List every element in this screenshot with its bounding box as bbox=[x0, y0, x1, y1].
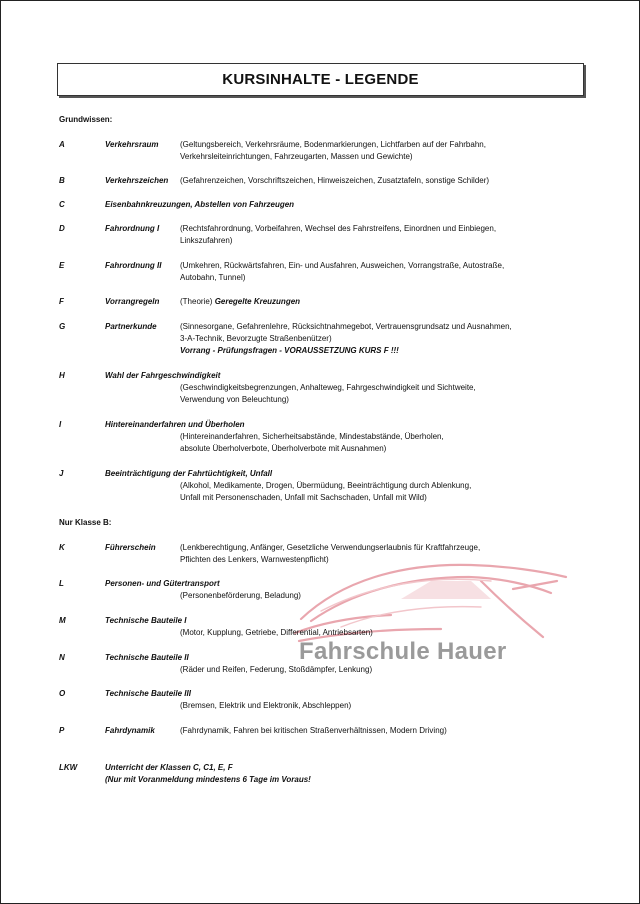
section-heading-class-b: Nur Klasse B: bbox=[59, 518, 112, 527]
item-letter: J bbox=[59, 469, 64, 478]
item-note: Vorrang - Prüfungsfragen - VORAUSSETZUNG KURS F !!! bbox=[180, 346, 399, 355]
item-letter: O bbox=[59, 689, 66, 698]
item-description: (Umkehren, Rückwärtsfahren, Ein- und Ausfahren, Ausweichen, Vorrangstraße, Autostraße, Autobahn, Tunnel) bbox=[180, 261, 505, 282]
item-description: (Theorie) Geregelte Kreuzungen bbox=[180, 297, 301, 306]
item-description: (Fahrdynamik, Fahren bei kritischen Straßenverhältnissen, Modern Driving) bbox=[180, 726, 447, 735]
item-title: Verkehrsraum bbox=[105, 140, 159, 149]
section-heading-basic: Grundwissen: bbox=[59, 115, 113, 124]
item-description: (Geltungsbereich, Verkehrsräume, Bodenmarkierungen, Lichtfarben auf der Fahrbahn, Verkehrsleiteinrichtungen, Fahrzeugarten, Massen und Gewichte) bbox=[180, 140, 486, 161]
item-title: Unterricht der Klassen C, C1, E, F bbox=[105, 763, 233, 772]
item-title: Verkehrszeichen bbox=[105, 176, 169, 185]
item-letter: G bbox=[59, 322, 66, 331]
item-letter: H bbox=[59, 371, 65, 380]
item-letter: A bbox=[59, 140, 65, 149]
item-letter: C bbox=[59, 200, 65, 209]
item-description: (Personenbeförderung, Beladung) bbox=[180, 591, 301, 600]
item-letter: I bbox=[59, 420, 62, 429]
item-description: (Hintereinanderfahren, Sicherheitsabstände, Mindestabstände, Überholen, absolute Überholverbote, Überholverbote mit Ausnahmen) bbox=[180, 432, 444, 453]
item-title: Beeinträchtigung der Fahrtüchtigkeit, Unfall bbox=[105, 469, 273, 478]
item-title: Fahrordnung II bbox=[105, 261, 162, 270]
item-letter: N bbox=[59, 653, 65, 662]
item-title: Fahrdynamik bbox=[105, 726, 155, 735]
item-letter: B bbox=[59, 176, 65, 185]
item-description: (Alkohol, Medikamente, Drogen, Übermüdung, Beeinträchtigung durch Ablenkung, Unfall mit Personenschaden, Unfall mit Sachschaden, Unfall mit Wild) bbox=[180, 481, 472, 502]
item-letter: F bbox=[59, 297, 64, 306]
item-title: Personen- und Gütertransport bbox=[105, 579, 220, 588]
item-letter: M bbox=[59, 616, 66, 625]
item-letter: E bbox=[59, 261, 65, 270]
item-letter: LKW bbox=[59, 763, 78, 772]
item-title: Wahl der Fahrgeschwindigkeit bbox=[105, 371, 221, 380]
item-letter: P bbox=[59, 726, 65, 735]
item-title: Fahrordnung I bbox=[105, 224, 160, 233]
item-title: Eisenbahnkreuzungen, Abstellen von Fahrzeugen bbox=[105, 200, 295, 209]
page-title: KURSINHALTE - LEGENDE bbox=[57, 63, 584, 96]
item-description: (Geschwindigkeitsbegrenzungen, Anhalteweg, Fahrgeschwindigkeit und Sichtweite, Verwendung von Beleuchtung) bbox=[180, 383, 476, 404]
item-letter: L bbox=[59, 579, 64, 588]
watermark-text: Fahrschule Hauer bbox=[299, 638, 507, 665]
item-description: (Räder und Reifen, Federung, Stoßdämpfer, Lenkung) bbox=[180, 665, 373, 674]
item-title: Führerschein bbox=[105, 543, 156, 552]
item-title: Technische Bauteile I bbox=[105, 616, 187, 625]
item-description: (Bremsen, Elektrik und Elektronik, Abschleppen) bbox=[180, 701, 352, 710]
item-letter: D bbox=[59, 224, 65, 233]
item-title: Technische Bauteile III bbox=[105, 689, 191, 698]
item-description: (Rechtsfahrordnung, Vorbeifahren, Wechsel des Fahrstreifens, Einordnen und Einbiegen, Linkszufahren) bbox=[180, 224, 497, 245]
item-title: Vorrangregeln bbox=[105, 297, 160, 306]
item-description: (Motor, Kupplung, Getriebe, Differential, Antriebsarten) bbox=[180, 628, 373, 637]
item-description: (Gefahrenzeichen, Vorschriftszeichen, Hinweiszeichen, Zusatztafeln, sonstige Schilder) bbox=[180, 176, 490, 185]
item-title: Technische Bauteile II bbox=[105, 653, 189, 662]
item-letter: K bbox=[59, 543, 65, 552]
item-note: (Nur mit Voranmeldung mindestens 6 Tage im Voraus! bbox=[105, 775, 311, 784]
item-title: Partnerkunde bbox=[105, 322, 157, 331]
item-description: (Sinnesorgane, Gefahrenlehre, Rücksichtnahmegebot, Vertrauensgrundsatz und Ausnahmen, 3-A-Technik, Bevorzugte Straßenbenützer) Vorrang - Prüfungsfragen - VORAUSSETZUNG KURS F !!! bbox=[180, 321, 550, 357]
item-description: (Lenkberechtigung, Anfänger, Gesetzliche Verwendungserlaubnis für Kraftfahrzeuge, Pflichten des Lenkers, Warnwestenpflicht) bbox=[180, 543, 481, 564]
item-title: Hintereinanderfahren und Überholen bbox=[105, 420, 245, 429]
